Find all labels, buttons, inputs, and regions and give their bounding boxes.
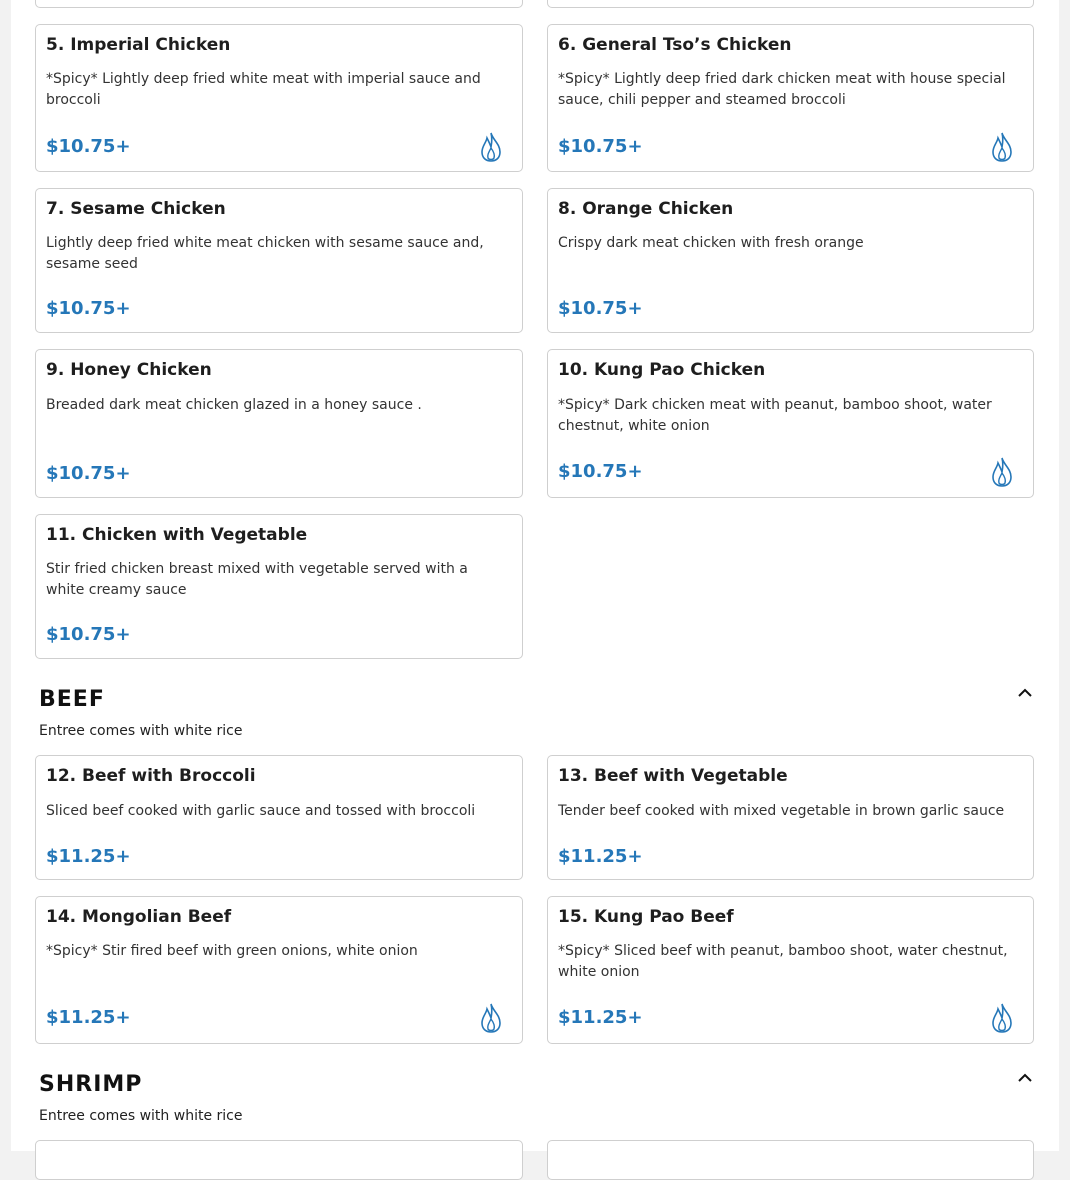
item-price: $11.25+: [46, 846, 131, 867]
menu-item-card-partial[interactable]: [547, 0, 1034, 8]
menu-item-card[interactable]: [35, 188, 523, 333]
item-price: $10.75+: [558, 136, 643, 157]
menu-item-card[interactable]: [547, 188, 1034, 333]
menu-item-card[interactable]: [35, 896, 523, 1044]
item-description: *Spicy* Lightly deep fried dark chicken meat with house special sauce, chili pepper and steamed broccoli: [558, 71, 1006, 108]
menu-item-card[interactable]: [547, 896, 1034, 1044]
item-name: 11. Chicken with Vegetable: [46, 525, 308, 545]
chevron-up-icon[interactable]: [1015, 1071, 1035, 1085]
menu-item-card-partial[interactable]: [35, 0, 523, 8]
item-name: 6. General Tso’s Chicken: [558, 35, 792, 55]
item-price: $11.25+: [558, 1007, 643, 1028]
item-description: Tender beef cooked with mixed vegetable in brown garlic sauce: [558, 803, 1005, 819]
item-name: 13. Beef with Vegetable: [558, 766, 788, 786]
menu-item-card[interactable]: [547, 24, 1034, 172]
item-price: $11.25+: [46, 1007, 131, 1028]
item-description: Lightly deep fried white meat chicken with sesame sauce and, sesame seed: [46, 235, 484, 272]
item-name: 9. Honey Chicken: [46, 360, 212, 380]
item-name: 7. Sesame Chicken: [46, 199, 226, 219]
menu-item-card[interactable]: [35, 349, 523, 498]
flame-icon: [989, 456, 1015, 488]
menu-item-card[interactable]: [35, 514, 523, 659]
item-price: $10.75+: [46, 463, 131, 484]
item-description: Sliced beef cooked with garlic sauce and tossed with broccoli: [46, 803, 476, 819]
item-price: $11.25+: [558, 846, 643, 867]
item-price: $10.75+: [46, 298, 131, 319]
item-name: 5. Imperial Chicken: [46, 35, 231, 55]
item-name: 12. Beef with Broccoli: [46, 766, 256, 786]
item-price: $10.75+: [46, 136, 131, 157]
item-name: 15. Kung Pao Beef: [558, 907, 734, 927]
section-subtitle-shrimp: Entree comes with white rice: [39, 1108, 243, 1124]
flame-icon: [478, 1002, 504, 1034]
item-description: *Spicy* Stir fired beef with green onions, white onion: [46, 943, 418, 959]
menu-item-card-partial[interactable]: [547, 1140, 1034, 1180]
item-price: $10.75+: [46, 624, 131, 645]
item-name: 8. Orange Chicken: [558, 199, 734, 219]
menu-item-card-partial[interactable]: [35, 1140, 523, 1180]
item-description: Breaded dark meat chicken glazed in a honey sauce .: [46, 397, 422, 413]
menu-page: [11, 0, 1059, 1151]
item-description: Crispy dark meat chicken with fresh orange: [558, 235, 864, 251]
section-title-shrimp: SHRIMP: [39, 1072, 143, 1097]
menu-item-card[interactable]: [35, 24, 523, 172]
flame-icon: [989, 131, 1015, 163]
flame-icon: [478, 131, 504, 163]
menu-item-card[interactable]: [547, 755, 1034, 880]
item-name: 10. Kung Pao Chicken: [558, 360, 766, 380]
chevron-up-icon[interactable]: [1015, 686, 1035, 700]
menu-item-card[interactable]: [35, 755, 523, 880]
item-description: *Spicy* Dark chicken meat with peanut, bamboo shoot, water chestnut, white onion: [558, 397, 992, 434]
item-description: *Spicy* Lightly deep fried white meat with imperial sauce and broccoli: [46, 71, 481, 108]
section-title-beef: BEEF: [39, 687, 105, 712]
item-price: $10.75+: [558, 298, 643, 319]
item-description: *Spicy* Sliced beef with peanut, bamboo shoot, water chestnut, white onion: [558, 943, 1008, 980]
item-price: $10.75+: [558, 461, 643, 482]
item-description: Stir fried chicken breast mixed with vegetable served with a white creamy sauce: [46, 561, 468, 598]
item-name: 14. Mongolian Beef: [46, 907, 232, 927]
flame-icon: [989, 1002, 1015, 1034]
menu-item-card[interactable]: [547, 349, 1034, 498]
section-subtitle-beef: Entree comes with white rice: [39, 723, 243, 739]
